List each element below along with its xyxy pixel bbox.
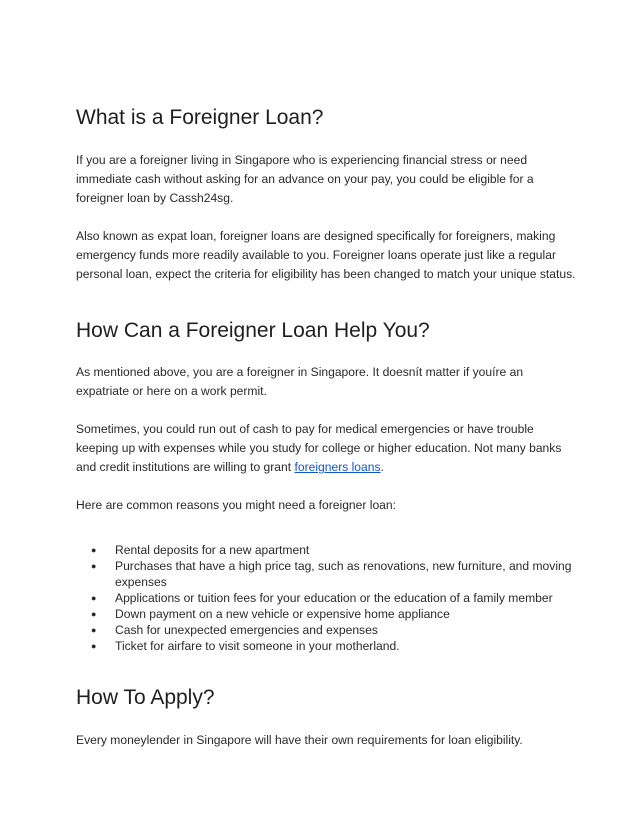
list-item [91,590,578,606]
heading-what-is-foreigner-loan: What is a Foreigner Loan? [76,106,324,129]
paragraph-sometimes-text: Sometimes, you could run out of cash to pay for medical emergencies or have trouble keeping up with expenses while you study for college or higher education. Not many banks and credit institutions are willing to grant [76,422,562,474]
list-item-text: Down payment on a new vehicle or expensive home appliance [115,607,450,621]
heading-how-can-loan-help: How Can a Foreigner Loan Help You? [76,319,430,342]
list-item-text: Applications or tuition fees for your education or the education of a family member [115,591,553,605]
list-item [91,638,578,654]
paragraph-expat-loan: Also known as expat loan, foreigner loans are designed specifically for foreigners, making emergency funds more readily available to you. Foreigner loans operate just like a regular personal loan, expect the criteria for eligibility has been changed to match your unique status. [76,229,576,281]
paragraph-common-reasons: Here are common reasons you might need a foreigner loan: [76,498,396,512]
heading-how-to-apply: How To Apply? [76,686,215,709]
list-item [91,558,578,590]
list-item-text: Rental deposits for a new apartment [115,543,310,557]
foreigners-loans-link[interactable]: foreigners loans [294,460,381,474]
bullet-icon: ● [91,561,97,571]
reasons-list [76,542,578,654]
paragraph-sometimes [76,420,578,477]
bullet-icon: ● [91,641,97,651]
list-item [91,542,578,558]
bullet-icon: ● [91,593,97,603]
list-item-text: Ticket for airfare to visit someone in your motherland. [115,639,400,653]
list-item-text: Purchases that have a high price tag, such as renovations, new furniture, and moving expenses [115,559,572,589]
paragraph-mentioned-above: As mentioned above, you are a foreigner in Singapore. It doesnít matter if youíre an expatriate or here on a work permit. [76,365,524,398]
list-item [91,606,578,622]
list-item [91,622,578,638]
paragraph-intro: If you are a foreigner living in Singapore who is experiencing financial stress or need immediate cash without asking for an advance on your pay, you could be eligible for a foreigner loan by Cassh24sg. [76,153,534,205]
paragraph-moneylender: Every moneylender in Singapore will have their own requirements for loan eligibility. [76,733,523,747]
list-item-text: Cash for unexpected emergencies and expenses [115,623,378,637]
bullet-icon: ● [91,545,97,555]
bullet-icon: ● [91,625,97,635]
paragraph-sometimes-end: . [380,460,384,474]
bullet-icon: ● [91,609,97,619]
